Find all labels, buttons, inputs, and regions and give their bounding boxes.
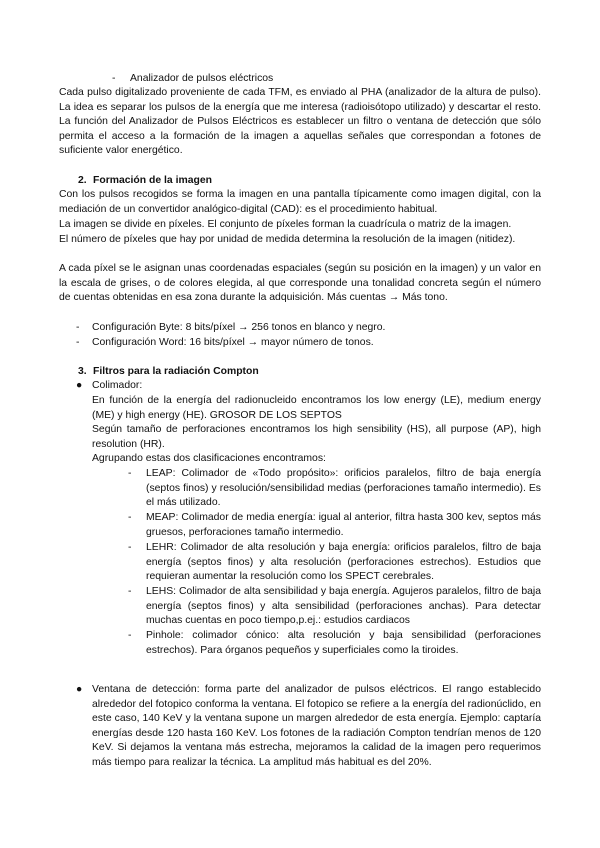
collimator-meap: MEAP: Colimador de media energía: igual al anterior, filtra hasta 300 kev, septos más gruesos, perforaciones tamaño intermedio. bbox=[146, 512, 541, 538]
section-2-paragraph-1: Con los pulsos recogidos se forma la imagen en una pantalla típicamente como imagen digital, con la mediación de un convertidor analógico-digital (CAD): es el procedimiento habitual. bbox=[59, 189, 541, 215]
list-item-text: Configuración Byte: 8 bits/píxel → 256 tonos en blanco y negro. bbox=[92, 322, 386, 333]
intro-subtitle bbox=[112, 72, 532, 87]
section-2-title: Formación de la imagen bbox=[93, 175, 212, 186]
section-2-heading bbox=[78, 174, 212, 189]
section-3-number: 3. bbox=[78, 366, 87, 377]
bullet-icon: ● bbox=[76, 380, 83, 391]
section-2-paragraph-4: A cada píxel se le asignan unas coordenadas espaciales (según su posición en la imagen) y un valor en la escala de grises, o de colores elegida, al que corresponde una tonalidad concreta según el número de cuentas obtenidas en esa zona durante la adquisición. Más cuentas → Más tono. bbox=[59, 263, 541, 304]
dash-marker: - bbox=[76, 337, 80, 348]
ventana-paragraph: Ventana de detección: forma parte del analizador de pulsos eléctricos. El rango establecido alrededor del fotopico conforma la ventana. El fotopico se refiere a la energía del radionúclido, en este caso, 140 KeV y la ventana supone un margen alrededor de esta energía. Ejemplo: captaría energías desde 120 hasta 160 KeV. Los fotones de la radiación Compton tendrían menos de 120 KeV. Si dejamos la ventana más estrecha, mejoramos la calidad de la imagen pero requerimos más tiempo para realizar la técnica. La amplitud más habitual es del 20%. bbox=[92, 684, 541, 768]
colimador-paragraph-2: Según tamaño de perforaciones encontramos los high sensibility (HS), all purpose (AP), high resolution (HR). bbox=[92, 424, 541, 450]
bullet-icon: ● bbox=[76, 684, 83, 695]
section-3-title: Filtros para la radiación Compton bbox=[93, 366, 259, 377]
dash-marker: - bbox=[128, 512, 132, 523]
dash-marker: - bbox=[76, 322, 80, 333]
collimator-lehr: LEHR: Colimador de alta resolución y baja energía: orificios paralelos, filtro de baja energía (septos finos) y alta resolución (perforaciones estrechos). Estudios que requieran aumentar la resolución como los SPECT cerebrales. bbox=[146, 542, 541, 583]
colimador-label: Colimador: bbox=[92, 380, 143, 391]
section-3-heading bbox=[78, 365, 259, 380]
dash-marker: - bbox=[128, 542, 132, 553]
collimator-pinhole: Pinhole: colimador cónico: alta resolución y baja sensibilidad (perforaciones estrechos). Para órganos pequeños y superficiales como la tiroides. bbox=[146, 630, 541, 656]
colimador-paragraph-3: Agrupando estas dos clasificaciones encontramos: bbox=[92, 453, 326, 464]
dash-marker: - bbox=[112, 73, 116, 84]
dash-marker: - bbox=[128, 468, 132, 479]
section-2-paragraph-3: El número de píxeles que hay por unidad de medida determina la resolución de la imagen (nitidez). bbox=[59, 234, 516, 245]
colimador-paragraph-1: En función de la energía del radionucleido encontramos los low energy (LE), medium energy (ME) y high energy (HE). GROSOR DE LOS SEPTOS bbox=[92, 395, 541, 421]
dash-marker: - bbox=[128, 630, 132, 641]
section-2-paragraph-2: La imagen se divide en píxeles. El conjunto de píxeles forman la cuadrícula o matriz de la imagen. bbox=[59, 219, 512, 230]
dash-marker: - bbox=[128, 586, 132, 597]
intro-paragraph: Cada pulso digitalizado proveniente de cada TFM, es enviado al PHA (analizador de la altura de pulso). La idea es separar los pulsos de la energía que me interesa (radioisótopo utilizado) y descartar el resto. La función del Analizador de Pulsos Eléctricos es establecer un filtro o ventana de detección que sólo permita el acceso a la formación de la imagen a aquellas señales que correspondan a fotones de suficiente valor energético. bbox=[59, 87, 541, 157]
section-2-number: 2. bbox=[78, 175, 87, 186]
collimator-leap: LEAP: Colimador de «Todo propósito»: orificios paralelos, filtro de baja energía (septos finos) y resolución/sensibilidad medias (perforaciones tamaño intermedio). Es el más utilizado. bbox=[146, 468, 541, 509]
collimator-lehs: LEHS: Colimador de alta sensibilidad y baja energía. Agujeros paralelos, filtro de baja energía (septos finos) y alta sensibilidad (perforaciones anchas). Para detectar muchas cuentas en poco tiempo,p.ej.: estudios cardiacos bbox=[146, 586, 541, 627]
list-item-text: Configuración Word: 16 bits/píxel → mayor número de tonos. bbox=[92, 337, 374, 348]
intro-subtitle-text: Analizador de pulsos eléctricos bbox=[130, 73, 274, 84]
